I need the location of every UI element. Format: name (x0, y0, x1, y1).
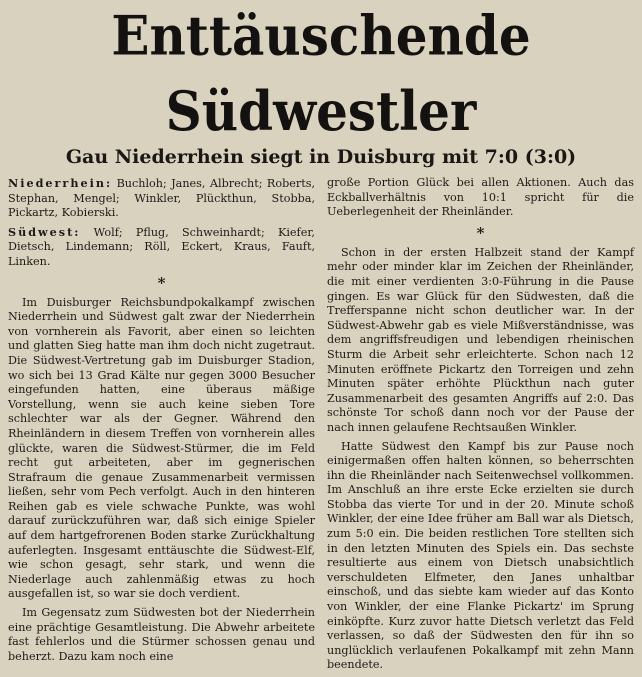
left-column (8, 176, 315, 677)
lineup-niederrhein (8, 176, 315, 221)
subheadline: Gau Niederrhein siegt in Duisburg mit 7:0 (3:0) (65, 146, 577, 168)
paragraph-3: Schon in der ersten Halbzeit stand der Kampf mehr oder minder klar im Zeichen der Rheinländer, die mit einer verdienten 3:0-Führung in die Pause gingen. Es war Glück für den Südwesten, daß die Trefferspanne nicht schon deutlicher war. In der Südwest-Abwehr gab es viele Mißverständnisse, was dem angriffsfreudigen und lebendigen rheinischen Sturm die Arbeit sehr erleichterte. Schon nach 12 Minuten eröffnete Pickartz den Torreigen und zehn Minuten später erhöhte Plückthun nach guter Zusammenarbeit des gesamten Angriffs auf 2:0. Das schönste Tor schoß dann noch vor der Pause der nach innen gelaufene Rechtsaußen Winkler. (327, 245, 634, 434)
paragraph-1: Im Duisburger Reichsbundpokalkampf zwischen Niederrhein und Südwest galt zwar der Niederrhein von vornherein als Favorit, aber einen so leichten und glatten Sieg hatte man ihm doch nicht zugetraut. Die Südwest-Vertretung gab im Duisburger Stadion, wo sich bei 13 Grad Kälte nur gegen 3000 Besucher eingefunden hatten, eine überaus mäßige Vorstellung, wenn sie auch keine sieben Tore schlechter war als der Gegner. Während den Rheinländern in diesem Treffen von vornherein alles glückte, waren die Südwest-Stürmer, die im Feld recht gut arbeiteten, aber im gegnerischen Strafraum die genaue Zusammenarbeit vermissen ließen, sehr vom Pech verfolgt. Auch in den hinteren Reihen gab es viele schwache Punkte, was wohl darauf zurückzuführen war, daß sich einige Spieler auf dem hartgefrorenen Boden starke Zurückhaltung auferlegten. Insgesamt enttäuschte die Südwest-Elf, wie schon gesagt, sehr stark, und wenn die Niederlage auch zahlenmäßig etwas zu hoch ausgefallen ist, so war sie doch verdient. (8, 295, 315, 601)
paragraph-2-end: große Portion Glück bei allen Aktionen. Auch das Eckballverhältnis von 10:1 spricht für die Ueberlegenheit der Rheinländer. (327, 176, 634, 219)
lineup-suedwest (8, 225, 315, 270)
separator-star: * (476, 223, 485, 242)
right-column (327, 176, 634, 677)
separator-star: * (157, 273, 166, 292)
lineup-niederrhein-players: Buchloh; Janes, Albrecht; Roberts, Stephan, Mengel; Winkler, Plückthun, Stobba, Pickartz, Kobierski. (8, 177, 315, 220)
lineup-niederrhein-label: Niederrhein: (8, 176, 113, 190)
article-columns (8, 176, 634, 677)
paragraph-2-start: Im Gegensatz zum Südwesten bot der Niederrhein eine prächtige Gesamtleistung. Die Abwehr arbeitete fast fehlerlos und die Stürmer schossen genau und beherzt. Dazu kam noch eine (8, 606, 315, 663)
headline: Enttäuschende Südwestler (111, 3, 531, 144)
lineup-suedwest-label: Südwest: (8, 224, 81, 239)
paragraph-4: Hatte Südwest den Kampf bis zur Pause noch einigermaßen offen halten können, so beherrschten ihn die Rheinländer nach Seitenwechsel vollkommen. Im Anschluß an ihre erste Ecke erzielten sie durch Stobba das vierte Tor und in der 20. Minute schoß Winkler, der eine Idee früher am Ball war als Dietsch, zum 5:0 ein. Die beiden restlichen Tore stellten sich in den letzten Minuten des Spiels ein. Das sechste resultierte aus einem von Dietsch unabsichtlich verschuldeten Elfmeter, den Janes unhaltbar einschoß, und das siebte kam wieder auf das Konto von Winkler, der eine Flanke Pickartz' im Sprung einköpfte. Kurz zuvor hatte Dietsch verletzt das Feld verlassen, so daß der Südwesten den für ihn so unglücklich verlaufenen Pokalkampf mit zehn Mann beendete. (327, 439, 634, 672)
lineup-suedwest-players: Wolf; Pflug, Schweinhardt; Kiefer, Dietsch, Lindemann; Röll, Eckert, Kraus, Fauft, Linken. (8, 225, 315, 268)
